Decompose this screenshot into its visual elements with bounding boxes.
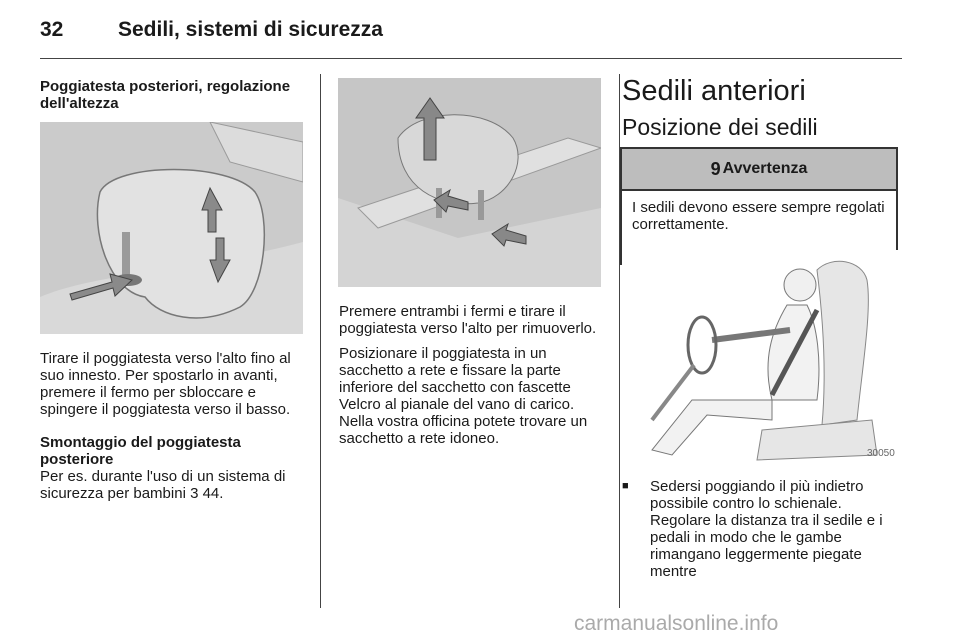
seat-position-heading: Posizione dei sedili	[622, 114, 818, 140]
column-2-body	[339, 303, 603, 455]
watermark: carmanualsonline.info	[574, 612, 779, 635]
bullet-marker: ■	[622, 480, 629, 492]
pull-headrest-paragraph: Tirare il poggiatesta verso l'alto fino al suo innesto. Per spostarlo in avanti, premere il fermo per sbloccare e spingere il poggiatesta verso il basso.	[40, 350, 291, 418]
section-title: Sedili, sistemi di sicurezza	[118, 18, 383, 41]
headrest-adjust-drawing	[40, 122, 303, 334]
remove-headrest-paragraph: Premere entrambi i fermi e tirare il poggiatesta verso l'alto per rimuoverlo.	[339, 303, 597, 337]
header-rule	[40, 58, 902, 59]
headrest-adjust-illustration	[40, 122, 303, 334]
page-reference[interactable]: 44.	[202, 485, 224, 502]
rear-headrest-heading: Poggiatesta posteriori, regolazione dell'altezza	[40, 78, 291, 112]
warning-triangle-icon: 9	[710, 158, 721, 179]
column-divider-1	[320, 74, 321, 608]
seat-position-bullet	[622, 478, 904, 580]
warning-title: Avvertenza	[722, 160, 808, 177]
removal-subheading: Smontaggio del poggiatesta posteriore	[40, 434, 241, 468]
seating-position-illustration	[622, 250, 900, 462]
seating-position-drawing	[622, 250, 900, 462]
headrest-removal-drawing	[338, 78, 601, 287]
front-seats-heading: Sedili anteriori	[622, 75, 806, 107]
column-1-body	[40, 350, 306, 510]
warning-text: I sedili devono essere sempre regolati correttamente.	[632, 199, 885, 233]
warning-header	[622, 149, 896, 191]
bullet-text: Sedersi poggiando il più indietro possibile contro lo schienale. Regolare la distanza tra il sedile e i pedali in modo che le gambe rimangano leggermente piegate mentre	[650, 478, 883, 580]
removal-paragraph: Per es. durante l'uso di un sistema di sicurezza per bambini 3 44.	[40, 468, 286, 502]
net-bag-paragraph: Posizionare il poggiatesta in un sacchetto a rete e fissare la parte inferiore del sacchetto con fascette Velcro al pianale del vano di carico. Nella vostra officina potete trovare un sacchetto a rete idoneo.	[339, 345, 588, 447]
warning-box	[620, 147, 898, 265]
figure-code: 30050	[867, 448, 895, 459]
page-number: 32	[40, 18, 64, 41]
headrest-removal-illustration	[338, 78, 601, 287]
page-reference-icon[interactable]: 3	[190, 485, 199, 502]
